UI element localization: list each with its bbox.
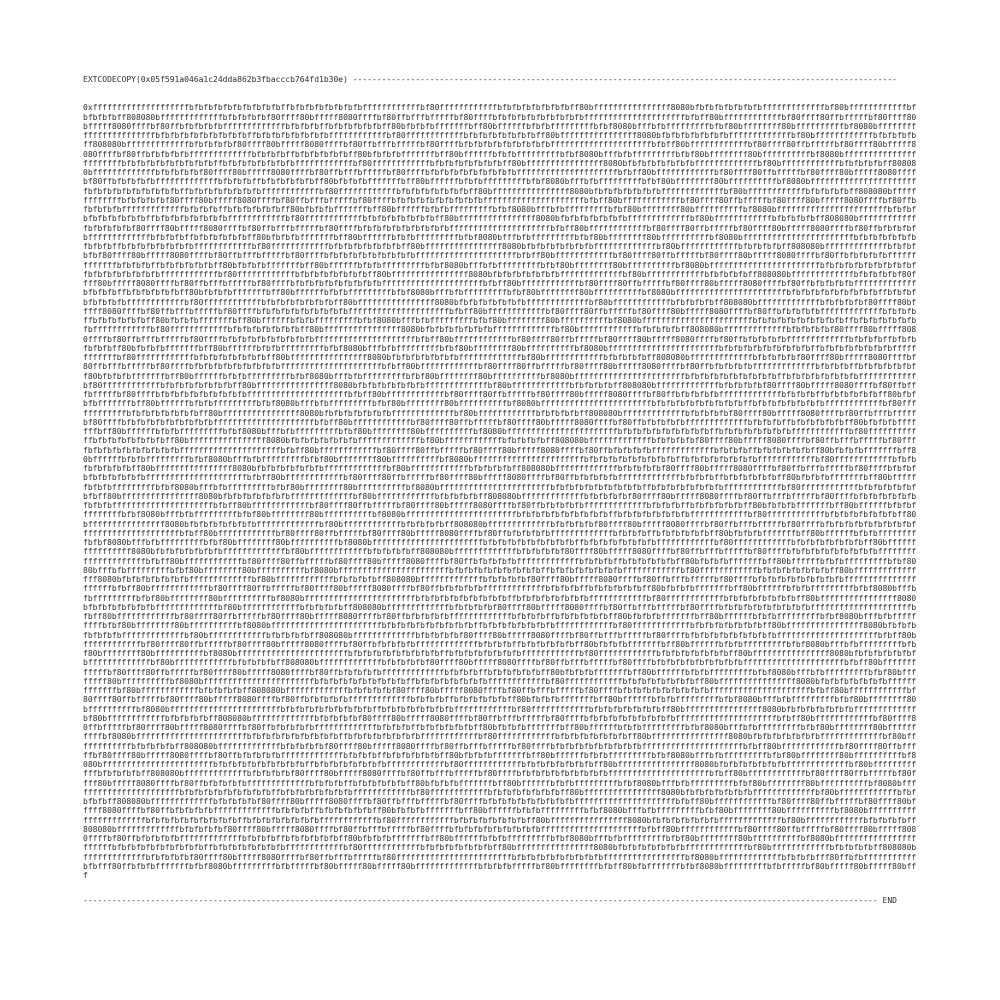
end-label: END xyxy=(877,896,897,906)
header-label: EXTCODECOPY(0x05f591a046a1c24dda862b3fbacccb764fd1b30e) xyxy=(83,75,348,84)
header-line xyxy=(83,75,917,84)
footer-separator: --------------------------------------------------------------------------------------------------------------------------------------------------------------------- xyxy=(83,896,878,906)
header-separator: ----------------------------------------------------------------------------------------------------------------- xyxy=(347,75,897,84)
bytecode-prefix: 0x xyxy=(83,103,93,113)
footer-line xyxy=(83,896,917,905)
bytecode-dump xyxy=(83,103,917,880)
bytecode-hex: ffffffffffffffffffffbfbfbfbfbfbfbfbfbfbffbfbfbfbfbfbfbfbffffffffffffbf80ffffffffffffbfbfbfbfbfbfbfbff80bffffffffffffffff8080bfbfbfbfbfbfbfbfffffffffffffbf80bffffffffffffbfbfbfbfbff808080bfffffffffffffbfbfbfbfbf80ffff80bfffff8080ffffbf80ffbfffbfffffbf80ffffbfbfbfbfbfbfbfbfbfbfffffffffffffffffffffbfbff80bffffffffffffbf80ffff80ffbfffffbf80ffff80bfffff8080ffffbf80ffbfbfbfbfbfffffffffffffbfbfbfbffbfbfbfbfbfbff80bfbfbfbfffffffbff80bffffffbfbfbfffffffffbfbf8080bfffbfbfffffffffbfbf80bffffffff80bffffffffffbf8080bfffffffffffffffffffffffbfbfbfbfbfbfbfbfbfbffbfbfbfbfbfbfbfbffffffffffffbf80ffffffffffffbfbfbfbfbfbfbfbff80bffffffffffffffff8080bfbfbfbfbfbfbfbfffffffffffffbf80bffffffffffffbfbfbfbfbff808080bfffffffffffffbfbfbfbfbf80ffff80bfffff8080ffffbf80ffbfffbfffffbf80ffffbfbfbfbfbfbfbfbfbfbfffffffffffffffffffffbfbff80bffffffffffffbf80ffff80ffbfffffbf80ffff80bfffff8080ffffbf80ffbfbfbfbfbfffffffffffffbfbfbfbffbfbfbfbfbfbff80bfbfbfbfffffffbff80bffffffbfbfbfffffffffbfbf8080bfffbfbfffffffffbfbf80bffffffff80bffffffffffbf8080bfffffffffffffffffffffffbfbfbfbfbfbfbfbfbfbffbfbfbfbfbfbfbfbffffffffffffbf80ffffffffffffbfbfbfbfbfbfbfbff80bffffffffffffffff8080bfbfbfbfbfbfbfbfffffffffffffbf80bffffffffffffbfbfbfbfbff808080bfffffffffffffbfbfbfbfbf80ffff80bfffff8080ffffbf80ffbfffbfffffbf80ffffbfbfbfbfbfbfbfbfbfbfffffffffffffffffffffbfbff80bffffffffffffbf80ffff80ffbfffffbf80ffff80bfffff8080ffffbf80ffbfbfbfbfbfffffffffffffbfbfbfbffbfbfbfbfbfbff80bfbfbfbfffffffbff80bffffffbfbfbfffffffffbfbf8080bfffbfbfffffffffbfbf80bffffffff80bffffffffffbf8080bfffffffffffffffffffffffbfbfbfbfbfbfbfbfbfbffbfbfbfbfbfbfbfbffffffffffffbf80ffffffffffffbfbfbfbfbfbfbfbff80bffffffffffffffff8080bfbfbfbfbfbfbfbfffffffffffffbf80bffffffffffffbfbfbfbfbff808080bfffffffffffffbfbfbfbfbf80ffff80bfffff8080ffffbf80ffbfffbfffffbf80ffffbfbfbfbfbfbfbfbfbfbfffffffffffffffffffffbfbff80bffffffffffffbf80ffff80ffbfffffbf80ffff80bfffff8080ffffbf80ffbfbfbfbfbfffffffffffffbfbfbfbffbfbfbfbfbfbff80bfbfbfbfffffffbff80bffffffbfbfbfffffffffbfbf8080bfffbfbfffffffffbfbf80bffffffff80bffffffffffbf8080bfffffffffffffffffffffffbfbfbfbfbfbfbfbfbfbffbfbfbfbfbfbfbfbffffffffffffbf80ffffffffffffbfbfbfbfbfbfbfbff80bffffffffffffffff8080bfbfbfbfbfbfbfbfffffffffffffbf80bffffffffffffbfbfbfbfbff808080bfffffffffffffbfbfbfbfbf80ffff80bfffff8080ffffbf80ffbfffbfffffbf80ffffbfbfbfbfbfbfbfbfbfbfffffffffffffffffffffbfbff80bffffffffffffbf80ffff80ffbfffffbf80ffff80bfffff8080ffffbf80ffbfbfbfbfbfffffffffffffbfbfbfbffbfbfbfbfbfbff80bfbfbfbfffffffbff80bffffffbfbfbfffffffffbfbf8080bfffbfbfffffffffbfbf80bffffffff80bffffffffffbf8080bfffffffffffffffffffffffbfbfbfbfbfbfbfbfbfbffbfbfbfbfbfbfbfbffffffffffffbf80ffffffffffffbfbfbfbfbfbfbfbff80bffffffffffffffff8080bfbfbfbfbfbfbfbfffffffffffffbf80bffffffffffffbfbfbfbfbff808080bfffffffffffffbfbfbfbfbf80ffff80bfffff8080ffffbf80ffbfffbfffffbf80ffffbfbfbfbfbfbfbfbfbfbfffffffffffffffffffffbfbff80bffffffffffffbf80ffff80ffbfffffbf80ffff80bfffff8080ffffbf80ffbfbfbfbfbfffffffffffffbfbfbfbffbfbfbfbfbfbff80bfbfbfbfffffffbff80bffffffbfbfbfffffffffbfbf8080bfffbfbfffffffffbfbf80bffffffff80bffffffffffbf8080bfffffffffffffffffffffffbfbfbfbfbfbfbfbfbfbffbfbfbfbfbfbfbfbffffffffffffbf80ffffffffffffbfbfbfbfbfbfbfbff80bffffffffffffffff8080bfbfbfbfbfbfbfbfffffffffffffbf80bffffffffffffbfbfbfbfbff808080bfffffffffffffbfbfbfbfbf80ffff80bfffff8080ffffbf80ffbfffbfffffbf80ffffbfbfbfbfbfbfbfbfbfbfffffffffffffffffffffbfbff80bffffffffffffbf80ffff80ffbfffffbf80ffff80bfffff8080ffffbf80ffbfbfbfbfbfffffffffffffbfbfbfbffbfbfbfbfbfbff80bfbfbfbfffffffbff80bffffffbfbfbfffffffffbfbf8080bfffbfbfffffffffbfbf80bffffffff80bffffffffffbf8080bfffffffffffffffffffffffbfbfbfbfbfbfbfbfbfbffbfbfbfbfbfbfbfbffffffffffffbf80ffffffffffffbfbfbfbfbfbfbfbff80bffffffffffffffff8080bfbfbfbfbfbfbfbfffffffffffffbf80bffffffffffffbfbfbfbfbff808080bfffffffffffffbfbfbfbfbf80ffff80bfffff8080ffffbf80ffbfffbfffffbf80ffffbfbfbfbfbfbfbfbfbfbfffffffffffffffffffffbfbff80bffffffffffffbf80ffff80ffbfffffbf80ffff80bfffff8080ffffbf80ffbfbfbfbfbfffffffffffffbfbfbfbffbfbfbfbfbfbff80bfbfbfbfffffffbff80bffffffbfbfbfffffffffbfbf8080bfffbfbfffffffffbfbf80bffffffff80bffffffffffbf8080bfffffffffffffffffffffffbfbfbfbfbfbfbfbfbfbffbfbfbfbfbfbfbfbffffffffffffbf80ffffffffffffbfbfbfbfbfbfbfbff80bffffffffffffffff8080bfbfbfbfbfbfbfbfffffffffffffbf80bffffffffffffbfbfbfbfbff808080bfffffffffffffbfbfbfbfbf80ffff80bfffff8080ffffbf80ffbfffbfffffbf80ffffbfbfbfbfbfbfbfbfbfbfffffffffffffffffffffbfbff80bffffffffffffbf80ffff80ffbfffffbf80ffff80bfffff8080ffffbf80ffbfbfbfbfbfffffffffffffbfbfbfbffbfbfbfbfbfbff80bfbfbfbfffffffbff80bffffffbfbfbfffffffffbfbf8080bfffbfbfffffffffbfbf80bffffffff80bffffffffffbf8080bfffffffffffffffffffffffbfbfbfbfbfbfbfbfbfbffbfbfbfbfbfbfbfbffffffffffffbf80ffffffffffffbfbfbfbfbfbfbfbff80bffffffffffffffff8080bfbfbfbfbfbfbfbfffffffffffffbf80bffffffffffffbfbfbfbfbff808080bfffffffffffffbfbfbfbfbf80ffff80bfffff8080ffffbf80ffbfffbfffffbf80ffffbfbfbfbfbfbfbfbfbfbfffffffffffffffffffffbfbff80bffffffffffffbf80ffff80ffbfffffbf80ffff80bfffff8080ffffbf80ffbfbfbfbfbfffffffffffffbfbfbfbffbfbfbfbfbfbff80bfbfbfbfffffffbff80bffffffbfbfbfffffffffbfbf8080bfffbfbfffffffffbfbf80bffffffff80bffffffffffbf8080bfffffffffffffffffffffffbfbfbfbfbfbfbfbfbfbffbfbfbfbfbfbfbfbffffffffffffbf80ffffffffffffbfbfbfbfbfbfbfbff80bffffffffffffffff8080bfbfbfbfbfbfbfbfffffffffffffbf80bffffffffffffbfbfbfbfbff808080bfffffffffffffbfbfbfbfbf80ffff80bfffff8080ffffbf80ffbfffbfffffbf80ffffbfbfbfbfbfbfbfbfbfbfffffffffffffffffffffbfbff80bffffffffffffbf80ffff80ffbfffffbf80ffff80bfffff8080ffffbf80ffbfbfbfbfbfffffffffffffbfbfbfbffbfbfbfbfbfbff80bfbfbfbfffffffbff80bffffffbfbfbfffffffffbfbf8080bfffbfbfffffffffbfbf80bffffffff80bffffffffffbf8080bfffffffffffffffffffffffbfbfbfbfbfbfbfbfbfbffbfbfbfbfbfbfbfbffffffffffffbf80ffffffffffffbfbfbfbfbfbfbfbff80bffffffffffffffff8080bfbfbfbfbfbfbfbfffffffffffffbf80bffffffffffffbfbfbfbfbff808080bfffffffffffffbfbfbfbfbf80ffff80bfffff8080ffffbf80ffbfffbfffffbf80ffffbfbfbfbfbfbfbfbfbfbfffffffffffffffffffffbfbff80bffffffffffffbf80ffff80ffbfffffbf80ffff80bfffff8080ffffbf80ffbfbfbfbfbfffffffffffffbfbfbfbffbfbfbfbfbfbff80bfbfbfbfffffffbff80bffffffbfbfbfffffffffbfbf8080bfffbfbfffffffffbfbf80bffffffff80bffffffffffbf8080bfffffffffffffffffffffffbfbfbfbfbfbfbfbfbfbffbfbfbfbfbfbfbfbffffffffffffbf80ffffffffffffbfbfbfbfbfbfbfbff80bffffffffffffffff8080bfbfbfbfbfbfbfbfffffffffffffbf80bffffffffffffbfbfbfbfbff808080bfffffffffffffbfbfbfbfbf80ffff80bfffff8080ffffbf80ffbfffbfffffbf80ffffbfbfbfbfbfbfbfbfbfbfffffffffffffffffffffbfbff80bffffffffffffbf80ffff80ffbfffffbf80ffff80bfffff8080ffffbf80ffbfbfbfbfbfffffffffffffbfbfbfbffbfbfbfbfbfbff80bfbfbfbfffffffbff80bffffffbfbfbfffffffffbfbf8080bfffbfbfffffffffbfbf80bffffffff80bffffffffffbf8080bfffffffffffffffffffffffbfbfbfbfbfbfbfbfbfbffbfbfbfbfbfbfbfbffffffffffffbf80ffffffffffffbfbfbfbfbfbfbfbff80bffffffffffffffff8080bfbfbfbfbfbfbfbfffffffffffffbf80bffffffffffffbfbfbfbfbff808080bfffffffffffffbfbfbfbfbf80ffff80bfffff8080ffffbf80ffbfffbfffffbf80ffffbfbfbfbfbfbfbfbfbfbfffffffffffffffffffffbfbff80bffffffffffffbf80ffff80ffbfffffbf80ffff80bfffff8080ffffbf80ffbfbfbfbfbfffffffffffffbfbfbfbffbfbfbfbfbfbff80bfbfbfbfffffffbff80bffffffbfbfbfffffffffbfbf8080bfffbfbfffffffffbfbf80bffffffff80bffffffffffbf8080bfffffffffffffffffffffffbfbfbfbfbfbfbfbfbfbffbfbfbfbfbfbfbfbffffffffffffbf80ffffffffffffbfbfbfbfbfbfbfbff80bffffffffffffffff8080bfbfbfbfbfbfbfbfffffffffffffbf80bffffffffffffbfbfbfbfbff808080bfffffffffffffbfbfbfbfbf80ffff80bfffff8080ffffbf80ffbfffbfffffbf80ffffbfbfbfbfbfbfbfbfbfbfffffffffffffffffffffbfbff80bffffffffffffbf80ffff80ffbfffffbf80ffff80bfffff8080ffffbf80ffbfbfbfbfbfffffffffffffbfbfbfbffbfbfbfbfbfbff80bfbfbfbfffffffbff80bffffffbfbfbfffffffffbfbf8080bfffbfbfffffffffbfbf80bffffffff80bffffffffffbf8080bfffffffffffffffffffffffbfbfbfbfbfbfbfbfbfbffbfbfbfbfbfbfbfbffffffffffffbf80ffffffffffffbfbfbfbfbfbfbfbff80bffffffffffffffff8080bfbfbfbfbfbfbfbfffffffffffffbf80bffffffffffffbfbfbfbfbff808080bfffffffffffffbfbfbfbfbf80ffff80bfffff8080ffffbf80ffbfffbfffffbf80ffffbfbfbfbfbfbfbfbfbfbfffffffffffffffffffffbfbff80bffffffffffffbf80ffff80ffbfffffbf80ffff80bfffff8080ffffbf80ffbfbfbfbfbfffffffffffffbfbfbfbffbfbfbfbfbfbff80bfbfbfbfffffffbff80bffffffbfbfbfffffffffbfbf8080bfffbfbfffffffffbfbf80bffffffff80bffffffffffbf8080bfffffffffffffffffffffffbfbfbfbfbfbfbfbfbfbffbfbfbfbfbfbfbfbffffffffffffbf80ffffffffffffbfbfbfbfbfbfbfbff80bffffffffffffffff8080bfbfbfbfbfbfbfbfffffffffffffbf80bffffffffffffbfbfbfbfbff808080bfffffffffffffbfbfbfbfbf80ffff80bfffff8080ffffbf80ffbfffbfffffbf80ffffbfbfbfbfbfbfbfbfbfbfffffffffffffffffffffbfbff80bffffffffffffbf80ffff80ffbfffffbf80ffff80bfffff8080ffffbf80ffbfbfbfbfbfffffffffffffbfbfbfbffbfbfbfbfbfbff80bfbfbfbfffffffbff80bffffffbfbfbfffffffffbfbf8080bfffbfbfffffffffbfbf80bffffffff80bffffffffffbf8080bfffffffffffffffffffffffbfbfbfbfbfbfbfbfbfbffbfbfbfbfbfbfbfbffffffffffffbf80ffffffffffffbfbfbfbfbfbfbfbff80bffffffffffffffff8080bfbfbfbfbfbfbfbfffffffffffffbf80bffffffffffffbfbfbfbfbff808080bfffffffffffffbfbfbfbfbf80ffff80bfffff8080ffffbf80ffbfffbfffffbf80ffffbfbfbfbfbfbfbfbfbfbfffffffffffffffffffffbfbff80bffffffffffffbf80ffff80ffbfffffbf80ffff80bfffff8080ffffbf80ffbfbfbfbfbfffffffffffffbfbfbfbffbfbfbfbfbfbff80bfbfbfbfffffffbff80bffffffbfbfbfffffffffbfbf8080bfffbfbfffffffffbfbf80bffffffff80bffffffffffbf8080bfffffffffffffffffffffffbfbfbfbfbfbfbfbfbfbffbfbfbfbfbfbfbfbffffffffffffbf80ffffffffffffbfbfbfbfbfbfbfbff80bffffffffffffffff8080bfbfbfbfbfbfbfbfffffffffffffbf80bffffffffffffbfbfbfbfbff808080bfffffffffffffbfbfbfbfbf80ffff80bfffff8080ffffbf80ffbfffbfffffbf80ffffbfbfbfbfbfbfbfbfbfbfffffffffffffffffffffbfbff80bffffffffffffbf80ffff80ffbfffffbf80ffff80bfffff8080ffffbf80ffbfbfbfbfbfffffffffffffbfbfbfbffbfbfbfbfbfbff80bfbfbfbfffffffbff80bffffffbfbfbfffffffffbfbf8080bfffbfbfffffffffbfbf80bffffffff80bffffffffffbf8080bfffffffffffffffffffffffbfbfbfbfbfbfbfbfbfbffbfbfbfbfbfbfbfbffffffffffffbf80ffffffffffffbfbfbfbfbfbfbfbff80bffffffffffffffff8080bfbfbfbfbfbfbfbfffffffffffffbf80bffffffffffffbfbfbfbfbff808080bfffffffffffffbfbfbfbfbf80ffff80bfffff8080ffffbf80ffbfffbfffffbf80ffffbfbfbfbfbfbfbfbfbfbfffffffffffffffffffffbfbff80bffffffffffffbf80ffff80ffbfffffbf80ffff80bfffff8080ffffbf80ffbfbfbfbfbfffffffffffffbfbfbfbffbfbfbfbfbfbff80bfbfbfbfffffffbff80bffffffbfbfbfffffffffbfbf8080bfffbfbfffffffffbfbf80bffffffff80bffffffffffbf8080bfffffffffffffffffffffffbfbfbfbfbfbfbfbfbfbffbfbfbfbfbfbfbfbffffffffffffbf80ffffffffffffbfbfbfbfbfbfbfbff80bffffffffffffffff8080bfbfbfbfbfbfbfbfffffffffffffbf80bffffffffffffbfbfbfbfbff808080bfffffffffffffbfbfbfbfbf80ffff80bfffff8080ffffbf80ffbfffbfffffbf80ffffbfbfbfbfbfbfbfbfbfbfffffffffffffffffffffbfbff80bffffffffffffbf80ffff80ffbfffffbf80ffff80bfffff8080ffffbf80ffbfbfbfbfbfffffffffffffbfbfbfbffbfbfbfbfbfbff80bfbfbfbfffffffbff80bffffffbfbfbfffffffffbfbf8080bfffbfbfffffffffbfbf80bffffffff80bffffffffffbf8080bfffffffffffffffffffffffbfbfbfbfbfbfbfbfbfbffbfbfbfbfbfbfbfbffffffffffffbf80ffffffffffffbfbfbfbfbfbfbfbff80bffffffffffffffff8080bfbfbfbfbfbfbfbfffffffffffffbf80bffffffffffffbfbfbfbfbff808080bfffffffffffffbfbfbfbfbf80ffff80bfffff8080ffffbf80ffbfffbfffffbf80ffffbfbfbfbfbfbfbfbfbfbfffffffffffffffffffffbfbff80bffffffffffffbf80ffff80ffbfffffbf80ffff80bfffff8080ffffbf80ffbfbfbfbfbfffffffffffffbfbfbfbffbfbfbfbfbfbff80bfbfbfbfffffffbff80bffffffbfbfbfffffffffbfbf8080bfffbfbfffffffffbfbf80bffffffff80bffffffffffbf8080bfffffffffffffffffffffffbfbfbfbfbfbfbfbfbfbffbfbfbfbfbfbfbfbffffffffffffbf80ffffffffffffbfbfbfbfbfbfbfbff80bffffffffffffffff8080bfbfbfbfbfbfbfbfffffffffffffbf80bffffffffffffbfbfbfbfbff808080bfffffffffffffbfbfbfbfbf80ffff80bfffff8080ffffbf80ffbfffbfffffbf80ffffbfbfbfbfbfbfbfbfbfbfffffffffffffffffffffbfbff80bffffffffffffbf80ffff80ffbfffffbf80ffff80bfffff8080ffffbf80ffbfbfbfbfbfffffffffffffbfbfbfbffbfbfbfbfbfbff80bfbfbfbfffffffbff80bffffffbfbfbfffffffffbfbf8080bfffbfbfffffffffbfbf80bffffffff80bffffffffffbf8080bfffffffffffffffffffffffbfbfbfbfbfbfbfbfbfbffbfbfbfbfbfbfbfbffffffffffffbf80ffffffffffffbfbfbfbfbfbfbfbff80bffffffffffffffff8080bfbfbfbfbfbfbfbfffffffffffffbf80bffffffffffffbfbfbfbfbff808080bfffffffffffffbfbfbfbfbf80ffff80bfffff8080ffffbf80ffbfffbfffffbf80ffffbfbfbfbfbfbfbfbfbfbfffffffffffffffffffffbfbff80bffffffffffffbf80ffff80ffbfffffbf80ffff80bfffff8080ffffbf80ffbfbfbfbfbfffffffffffffbfbfbfbffbfbfbfbfbfbff80bfbfbfbfffffffbff80bffffffbfbfbfffffffffbfbf8080bfffbfbfffffffffbfbf80bffffffff80bffffffffffbf8080bfffffffffffffffffffffffbfbfbfbfbfbfbfbfbfbffbfbfbfbfbfbfbfbffffffffffffbf80ffffffffffffbfbfbfbfbfbfbfbff80bffffffffffffffff8080bfbfbfbfbfbfbfbfffffffffffffbf80bffffffffffffbfbfbfbfbff808080bfffffffffffffbfbfbfbfbf80ffff80bfffff8080ffffbf80ffbfffbfffffbf80ffffbfbfbfbfbfbfbfbfbfbfffffffffffffffffffffbfbff80bffffffffffffbf80ffff80ffbfffffbf80ffff80bfffff8080ffffbf80ffbfbfbfbfbfffffffffffffbfbfbfbffbfbfbfbfbfbff80bfbfbfbfffffffbff80bffffffbfbfbfffffffffbfbf8080bfffbfbfffffffffbfbf80bffffffff80bffffffffffbf8080bfffffffffffffffffffffffbfbfbfbfbfbfbfbfbfbffbfbfbfbfbfbfbfbffffffffffffbf80ffffffffffffbfbfbfbfbfbfbfbff80bffffffffffffffff8080bfbfbfbfbfbfbfbfffffffffffffbf80bffffffffffffbfbfbfbfbff808080bfffffffffffffbfbfbfbfbf80ffff80bfffff8080ffffbf80ffbfffbfffffbf80ffffbfbfbfbfbfbfbfbfbfbfffffffffffffffffffffbfbff80bffffffffffffbf80ffff80ffbfffffbf80ffff80bfffff8080ffffbf80ffbfbfbfbfbfffffffffffffbfbfbfbffbfbfbfbfbfbff80bfbfbfbfffffffbff80bffffffbfbfbfffffffffbfbf8080bfffbfbfffffffffbfbf80bffffffff80bffffffffffbf8080bfffffffffffffffffffffffbfbfbfbfbfbfbfbfbfbffbfbfbfbfbfbfbfbffffffffffffbf80ffffffffffffbfbfbfbfbfbfbfbff80bffffffffffffffff8080bfbfbfbfbfbfbfbfffffffffffffbf80bffffffffffffbfbfbfbfbff808080bfffffffffffffbfbfbfbfbf80ffff80bfffff8080ffffbf80ffbfffbfffffbf80ffffbfbfbfbfbfbfbfbfbfbfffffffffffffffffffffbfbff80bffffffffffffbf80ffff80ffbfffffbf80ffff80bfffff8080ffffbf80ffbfbfbfbfbfffffffffffffbfbfbfbffbfbfbfbfbfbff80bfbfbfbfffffffbff80bffffffbfbfbfffffffffbfbf8080bfffbfbfffffffffbfbf80bffffffff80bffffffffffbf8080bfffffffffffffffffffffffbfbfbfbfbfbfbfbfbfbffbfbfbfbfbfbfbfbffffffffffffbf80ffffffffffffbfbfbfbfbfbfbfbff80bffffffffffffffff8080bfbfbfbfbfbfbfbfffffffffffffbf80bffffffffffffbfbfbfbfbff808080bfffffffffffffbfbfbfbfbf80ffff80bfffff8080ffffbf80ffbfffbfffffbf80ffffffffffffffffffffffffbfbfbfbfbfbfbfbfbfbfffffffffffffffffbf8080bfffffffffffffbfbfbfbfff80ffbfbfffffffffffbfbfff80ffbfbfbfffffffbfbf8080bfffffffffbfbfffffbf80bfffff80bfffff80bfffffffffffffbfbfbfbfffffbf80bffffffffbfbff80bfbfffffffbfbf8080bfffffffffbfbfffffbf80bfffff80bfffff80bfff xyxy=(83,103,917,880)
